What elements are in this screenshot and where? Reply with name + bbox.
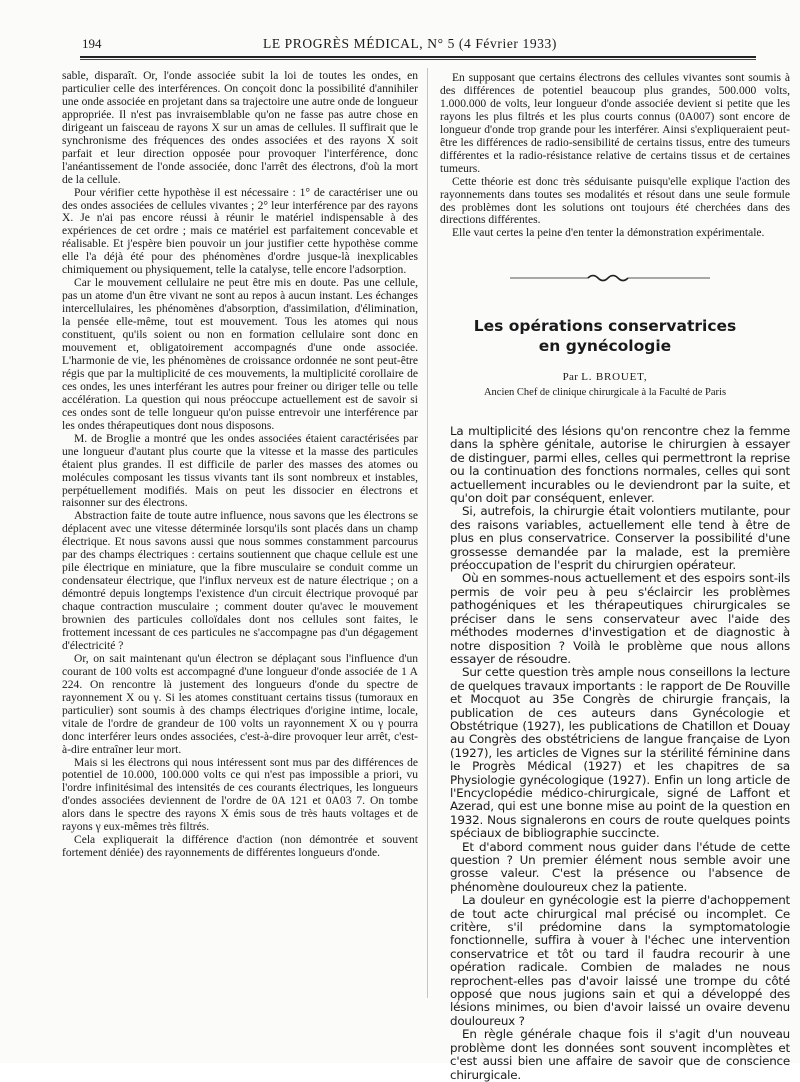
- header-rule-thin: [80, 59, 756, 60]
- paragraph: Car le mouvement cellulaire ne peut être mis en doute. Pas une cellule, pas un atome d'un être vivant ne sont au repos à aucun instant. Les échanges intercellulaires, les phénomènes d'absorption, d'assimilation, d'élimination, la pensée elle-même, tout est mouvement. Tous les atomes qui nous constituent, qu'ils soient ou non en formation cellulaire sont donc en mouvement et, obligatoirement accompagnés d'une onde associée. L'harmonie de vie, les phénomènes de croissance ordonnée ne sont peut-être régis que par la multiplicité de ces mouvements, la multiplicité corollaire de ces ondes, les unes interférant les autres pour freiner ou diriger telle ou telle accélération. La question qui nous préoccupe actuellement est de savoir si ces ondes sont de telle longueur qu'on puisse entrevoir une interférence par les ondes thérapeutiques dont nous disposons.: [62, 277, 418, 432]
- author-name: L. BROUET,: [581, 371, 648, 383]
- article-title-line: en gynécologie: [538, 337, 672, 355]
- paragraph: Cette théorie est donc très séduisante puisqu'elle explique l'action des rayonnements dans toutes ses modalités et résout dans une seule formule des problèmes dont les solutions ont toujours été cherchées dans des directions différentes.: [440, 175, 790, 227]
- author-affiliation: Ancien Chef de clinique chirurgicale à la Faculté de Paris: [483, 387, 727, 398]
- paragraph: Où en sommes-nous actuellement et des espoirs sont-ils permis de voir peu à peu s'éclaircir les problèmes pathogéniques et les thérapeutiques chirurgicales se préciser dans le sens conservateur avec l'aide des méthodes modernes d'investigation et de diagnostic à notre disposition ? Voilà le problème que nous allons essayer de résoudre.: [450, 571, 790, 666]
- column-divider: [427, 68, 428, 998]
- article-title: [455, 316, 755, 356]
- left-column: [62, 70, 418, 860]
- paragraph: Elle vaut certes la peine d'en tenter la démonstration expérimentale.: [452, 227, 765, 240]
- page-header: [60, 36, 760, 54]
- paragraph: Et d'abord comment nous guider dans l'étude de cette question ? Un premier élément nous semble avoir une grosse valeur. C'est la présence ou l'absence de phénomène douloureux chez la patiente.: [450, 839, 790, 894]
- page-number: 194: [82, 36, 102, 51]
- byline-prefix: Par: [562, 371, 579, 383]
- paragraph: Pour vérifier cette hypothèse il est nécessaire : 1° de caractériser une ou des ondes associées de cellules vivantes ; 2° leur interférence par des rayons X. Je n'ai pas encore réussi à réunir le matériel indispensable à des expériences de cet ordre ; mais ce matériel est parfaitement concevable et réalisable. Et j'espère bien pouvoir un jour justifier cette hypothèse comme elle l'a déjà été pour des phénomènes d'ordre jusque-là inexplicables chimiquement ou physiquement, telle la catalyse, telle encore l'adsorption.: [62, 186, 418, 277]
- paragraph: sable, disparaît. Or, l'onde associée subit la loi de toutes les ondes, en particulier celle des interférences. On conçoit donc la possibilité d'annihiler une onde associée en projetant dans sa trajectoire une autre onde de longueur appropriée. Il n'est pas invraisemblable qu'on ne fasse pas autre chose en dirigeant un faisceau de rayons X sur un amas de cellules. Il suffirait que le synchronisme des fréquences des ondes associées et des rayons X soit parfait et leur direction opposée pour provoquer l'interférence, donc l'anéantissement de l'onde associée, donc l'arrêt des électrons, d'où la mort de la cellule.: [62, 70, 418, 186]
- paragraph: M. de Broglie a montré que les ondes associées étaient caractérisées par une longueur d'autant plus courte que la vitesse et la masse des particules étaient plus grandes. Il est difficile de parler des masses des atomes ou molécules composant les tissus vivants tant ils sont nombreux et instables, perpétuellement modifiés. Mais on peut les dissocier en électrons et raisonner sur des électrons.: [62, 432, 418, 510]
- paragraph: Abstraction faite de toute autre influence, nous savons que les électrons se déplacent avec une vitesse déterminée lorsqu'ils sont placés dans un champ électrique. Et nous savons aussi que nous sommes constamment parcourus par des champs électriques : certains soutiennent que chaque cellule est une pile électrique en miniature, que la fibre musculaire se conduit comme un condensateur électrique, que l'influx nerveux est de nature électrique ; on a démontré depuis longtemps l'existence d'un circuit électrique provoqué par chaque contraction musculaire ; comment douter qu'avec le mouvement brownien des particules colloïdales dont nos cellules sont faites, le frottement incessant de ces particules ne s'accompagne pas d'un dégagement d'électricité ?: [62, 510, 418, 652]
- paragraph: En supposant que certains électrons des cellules vivantes sont soumis à des différences de potentiel beaucoup plus grandes, 500.000 volts, 1.000.000 de volts, leur longueur d'onde associée devient si petite que les rayons les plus filtrés et les plus courts connus (0A007) sont encore de longueur d'onde trop grande pour les interférer. Ainsi s'expliqueraient peut-être les différences de radio-sensibilité de certains tissus, entre des tumeurs différentes et la radio-résistance relative de certains tissus et de certaines tumeurs.: [440, 72, 790, 175]
- paragraph: La douleur en gynécologie est la pierre d'achoppement de tout acte chirurgical mal précisé ou incomplet. Ce critère, s'il prédomine dans la symptomatologie fonctionnelle, suffira à vouer à l'échec une intervention conservatrice et tôt ou tard il faudra recourir à une opération radicale. Combien de malades ne nous reprochent-elles pas d'avoir laissé une trompe du côté opposé que nous jugions sain et qui a développé des lésions minimes, ou bien d'avoir laissé un ovaire devenu douloureux ?: [450, 893, 790, 1028]
- paragraph: Cela expliquerait la différence d'action (non démontrée et souvent fortement déniée) des rayonnements de différentes longueurs d'onde.: [62, 834, 418, 860]
- article-body: [450, 425, 790, 1082]
- decorative-divider-ornament: [510, 272, 710, 284]
- paragraph: La multiplicité des lésions qu'on rencontre chez la femme dans la sphère génitale, autorise le chirurgien à essayer de distinguer, parmi elles, celles qui permettront la reprise ou la continuation des fonctions normales, celles qui sont actuellement incurables ou le deviendront par la suite, et qu'on doit par conséquent, enlever.: [450, 424, 790, 506]
- article-title-line: Les opérations conservatrices: [473, 317, 737, 335]
- running-title: LE PROGRÈS MÉDICAL, N° 5 (4 Février 1933): [263, 36, 557, 51]
- byline: [455, 371, 755, 383]
- header-rule: [80, 56, 756, 58]
- right-column-continuation: [440, 72, 790, 272]
- paragraph: Mais si les électrons qui nous intéressent sont mus par des différences de potentiel de 10.000, 100.000 volts ce qui n'est pas impossible a priori, vu l'ordre infinitésimal des intensités de ces courants électriques, les longueurs d'ondes associées deviennent de l'ordre de 0A 121 et 0A03 7. On tombe alors dans le spectre des rayons X émis sous de très hauts voltages et de rayons γ eux-mêmes très filtrés.: [62, 756, 418, 834]
- paragraph: Si, autrefois, la chirurgie était volontiers mutilante, pour des raisons variables, actuellement elle tend à être de plus en plus conservatrice. Conserver la possibilité d'une grossesse demandée par la malade, est la première préoccupation de l'esprit du chirurgien opérateur.: [450, 504, 790, 573]
- paragraph: En règle générale chaque fois il s'agit d'un nouveau problème dont les données sont souvent incomplètes et c'est aussi bien une affaire de savoir que de conscience chirurgicale.: [450, 1027, 790, 1082]
- paragraph: Or, on sait maintenant qu'un électron se déplaçant sous l'influence d'un courant de 100 volts est accompagné d'une longueur d'onde associée de 1 A 224. On rencontre là justement des longueurs d'onde du spectre de rayonnement X ou γ. Si les atomes constituant certains tissus (tumoraux en particulier) sont soumis à des champs électriques d'origine intime, locale, vitale de l'ordre de grandeur de 100 volts un rayonnement X ou γ pourra donc interférer leurs ondes associées, c'est-à-dire provoquer leur arrêt, c'est-à-dire entraîner leur mort.: [62, 652, 418, 756]
- paragraph: Sur cette question très ample nous conseillons la lecture de quelques travaux importants : le rapport de De Rouville et Mocquot au 35e Congrès de chirurgie français, la publication de ces auteurs dans Gynécologie et Obstétrique (1927), les publications de Chatillon et Douay au Congrès des obstétriciens de langue française de Lyon (1927), les articles de Vignes sur la stérilité féminine dans le Progrès Médical (1927) et les chapitres de sa Physiologie gynécologique (1927). Enfin un long article de l'Encyclopédie médico-chirurgicale, signé de Laffont et Azerad, qui est une bonne mise au point de la question en 1932. Nous signalerons en cours de route quelques points spéciaux de bibliographie succincte.: [450, 665, 790, 841]
